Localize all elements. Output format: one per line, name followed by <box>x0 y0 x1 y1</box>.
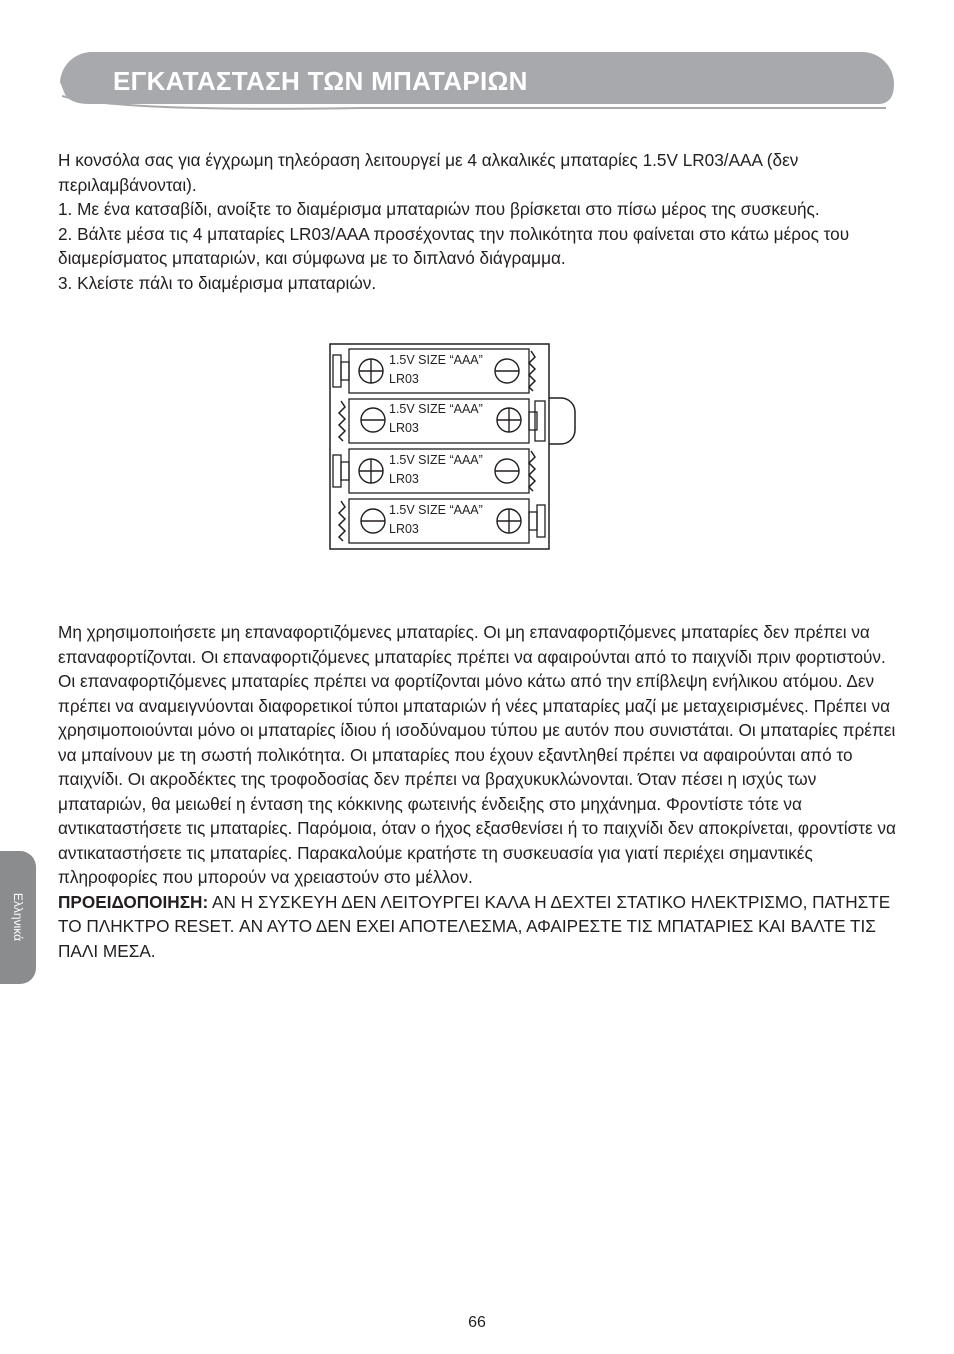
plus-icon <box>497 408 521 432</box>
battery-label: 1.5V SIZE “AAA” LR03 <box>389 503 483 536</box>
plus-icon <box>359 359 383 383</box>
warning-paragraph <box>58 890 898 964</box>
minus-icon <box>495 459 519 483</box>
page-number: 66 <box>468 1314 486 1331</box>
warning-text: ΑΝ Η ΣΥΣΚΕΥΗ ΔΕΝ ΛΕΙΤΟΥΡΓΕΙ ΚΑΛΑ Η ΔΕΧΤΕΙ ΣΤΑΤΙΚΟ ΗΛΕΚΤΡΙΣΜΟ, ΠΑΤΗΣΤΕ ΤΟ ΠΛΗΚΤΡΟ RESET. ΑΝ ΑΥΤΟ ΔΕΝ ΕΧΕΙ ΑΠΟΤΕΛΕΣΜΑ, ΑΦΑΙΡΕΣΤΕ ΤΙΣ ΜΠΑΤΑΡΙΕΣ ΚΑΙ ΒΑΛΤΕ ΤΙΣ ΠΑΛΙ ΜΕΣΑ. <box>58 891 891 961</box>
language-label: Ελληνικά <box>11 892 25 942</box>
battery-diagram <box>329 343 559 551</box>
language-tab <box>0 851 36 984</box>
minus-icon <box>361 509 385 533</box>
minus-icon <box>495 359 519 383</box>
plus-icon <box>497 509 521 533</box>
intro-text <box>58 148 898 296</box>
step-2: 2. Βάλτε μέσα τις 4 μπαταρίες LR03/AAA προσέχοντας την πολικότητα που φαίνεται στο κάτω μέρος του διαμερίσματος μπαταριών, και σύμφωνα με το διπλανό διάγραμμα. <box>58 223 850 269</box>
intro-paragraph: Η κονσόλα σας για έγχρωμη τηλεόραση λειτουργεί με 4 αλκαλικές μπαταρίες 1.5V LR03/AAA (δεν περιλαμβάνονται). <box>58 150 799 195</box>
page-title: ΕΓΚΑΤΑΣΤΑΣΗ ΤΩΝ ΜΠΑΤΑΡΙΩΝ <box>113 66 528 96</box>
step-1: 1. Με ένα κατσαβίδι, ανοίξτε το διαμέρισμα μπαταριών που βρίσκεται στο πίσω μέρος της συσκευής. <box>58 199 820 220</box>
warning-label: ΠΡΟΕΙΔΟΠΟΙΗΣΗ: <box>58 891 209 912</box>
safety-paragraph: Μη χρησιμοποιήσετε μη επαναφορτιζόμενες μπαταρίες. Οι μη επαναφορτιζόμενες μπαταρίες δεν πρέπει να επαναφορτίζονται. Οι επαναφορτιζόμενες μπαταρίες πρέπει να αφαιρούνται από το παιχνίδι πριν φορτιστούν. Οι επαναφορτιζόμενες μπαταρίες πρέπει να φορτίζονται μόνο κάτω από την επίβλεψη ενήλικου ατόμου. Δεν πρέπει να αναμειγνύονται διαφορετικοί τύποι μπαταριών ή νέες μπαταρίες μαζί με μεταχειρισμένες. Πρέπει να χρησιμοποιούνται μόνο οι μπαταρίες ίδιου ή ισοδύναμου τύπου με αυτόν που συνιστάται. Οι μπαταρίες πρέπει να μπαίνουν με τη σωστή πολικότητα. Οι μπαταρίες που έχουν εξαντληθεί πρέπει να αφαιρούνται από το παιχνίδι. Οι ακροδέκτες της τροφοδοσίας δεν πρέπει να βραχυκυκλώνονται. Όταν πέσει η ισχύς των μπαταριών, θα μειωθεί η ένταση της κόκκινης φωτεινής ένδειξης στο μηχάνημα. Φροντίστε τότε να αντικαταστήσετε τις μπαταρίες. Παρόμοια, όταν ο ήχος εξασθενίσει ή το παιχνίδι δεν αποκρίνεται, φροντίστε να αντικαταστήσετε τις μπαταρίες. Παρακαλούμε κρατήστε τη συσκευασία για γιατί περιέχει σημαντικές πληροφορίες που μπορούν να χρειαστούν στο μέλλον. <box>58 622 896 887</box>
battery-label: 1.5V SIZE “AAA” LR03 <box>389 453 483 486</box>
battery-label: 1.5V SIZE “AAA” LR03 <box>389 402 483 435</box>
safety-text <box>58 620 898 963</box>
plus-icon <box>359 459 383 483</box>
battery-label: 1.5V SIZE “AAA” LR03 <box>389 353 483 386</box>
section-header <box>60 52 894 116</box>
step-3: 3. Κλείστε πάλι το διαμέρισμα μπαταριών. <box>58 272 377 293</box>
minus-icon <box>361 408 385 432</box>
